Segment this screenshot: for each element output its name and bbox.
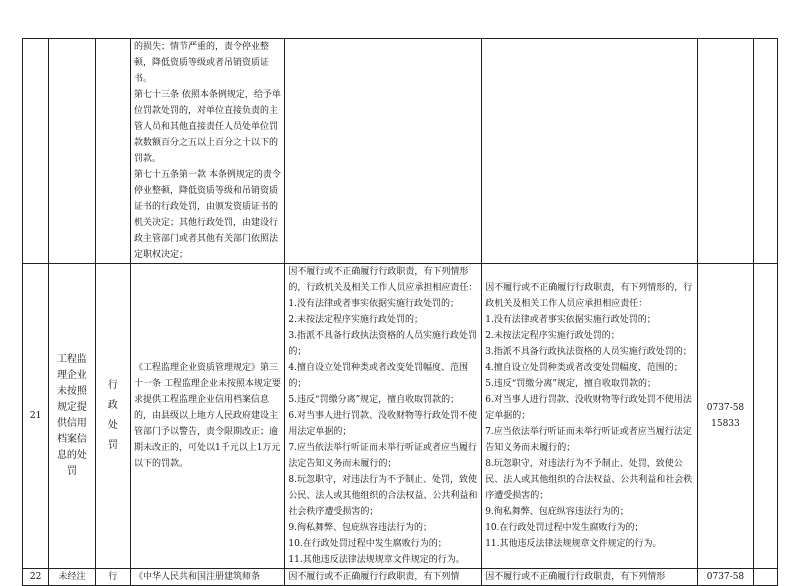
remark-cell (753, 39, 777, 264)
item-name-text: 工程监理企业未按照规定提供信用档案信息的处罚 (56, 354, 87, 477)
table-row (23, 264, 778, 569)
table-row (23, 39, 778, 264)
responsibility-cell (285, 39, 482, 264)
responsibility-line: 6.对当事人进行罚款、没收财物等行政处罚不使用法定单据的； (288, 411, 477, 437)
row-number-cell: 22 (23, 569, 49, 586)
responsibility-cell (285, 264, 482, 569)
responsibility-line: 10.在行政处罚过程中发生腐败行为的； (288, 539, 447, 549)
legal-basis-cell (130, 569, 284, 586)
accountability-line: 4.擅自设立处罚种类或者改变处罚幅度、范围的； (485, 363, 683, 373)
phone-cell: 0737-58 (698, 569, 754, 586)
responsibility-cell (285, 569, 482, 586)
table-row (23, 569, 778, 586)
responsibility-line: 8.玩忽职守，对违法行为不予制止、处罚，致使公民、法人或其他组织的合法权益、公共利益和社会秩序遭受损害的； (288, 475, 478, 517)
phone-cell (698, 39, 754, 264)
accountability-line: 6.对当事人进行罚款、没收财物等行政处罚不使用法定单据的； (485, 395, 692, 421)
accountability-line: 7.应当依法举行听证而未举行听证或者应当履行法定告知义务而未履行的； (485, 427, 692, 453)
legal-basis-cell (130, 264, 284, 569)
phone-number: 0737-5815833 (706, 403, 745, 429)
item-name-cell (49, 39, 95, 264)
accountability-cell (482, 264, 698, 569)
responsibility-line: 2.未按法定程序实施行政处罚的； (288, 315, 423, 325)
legal-basis-paragraph: 第七十五条第一款 本条例规定的责令停业整顿，降低资质等级和吊销资质证书的行政处罚，由颁发资质证书的机关决定；其他行政处罚，由建设行政主管部门或者其他有关部门依照法定职权决定； (133, 170, 281, 260)
responsibility-line: 因不履行或不正确履行行政职责，有下列情 (288, 572, 460, 582)
item-name-cell (49, 264, 95, 569)
responsibility-line: 因不履行或不正确履行行政职责，有下列情形的，行政机关及相关工作人员应承担相应责任： (288, 267, 478, 293)
responsibility-line: 3.指派不具备行政执法资格的人员实施行政处罚的； (288, 331, 477, 357)
remark-cell (753, 264, 777, 569)
accountability-line: 2.未按法定程序实施行政处罚的； (485, 331, 620, 341)
accountability-line: 3.指派不具备行政执法资格的人员实施行政处罚的； (485, 347, 692, 357)
accountability-line: 11.其他违反法律法规规章文件规定的行为。 (485, 539, 662, 549)
responsibility-line: 1.没有法律或者事实依据实施行政处罚的； (288, 299, 459, 309)
row-number-cell (23, 39, 49, 264)
accountability-line: 因不履行或不正确履行行政职责，有下列情形 (485, 572, 666, 582)
accountability-line: 9.徇私舞弊、包庇纵容违法行为的； (485, 507, 629, 517)
item-type-cell: 行 (95, 569, 130, 586)
responsibility-line: 9.徇私舞弊、包庇纵容违法行为的； (288, 523, 432, 533)
legal-basis-paragraph: 的损失；情节严重的，责令停业整顿，降低资质等级或者吊销资质证书。 (133, 42, 269, 84)
accountability-line: 1.没有法律或者事实依据实施行政处罚的； (485, 315, 656, 325)
row-number-cell: 21 (23, 264, 49, 569)
responsibility-table (22, 38, 778, 586)
responsibility-line: 4.擅自设立处罚种类或者改变处罚幅度、范围的； (288, 363, 468, 389)
legal-basis-paragraph: 《工程监理企业资质管理规定》第三十一条 工程监理企业未按照本规定要求提供工程监理企业信用档案信息的，由县级以上地方人民政府建设主管部门予以警告，责令限期改正；逾期未改正的，可处以1千元以上1万元以下的罚款。 (133, 363, 281, 469)
phone-cell (698, 264, 754, 569)
accountability-line: 10.在行政处罚过程中发生腐败行为的； (485, 523, 644, 533)
accountability-cell (482, 39, 698, 264)
accountability-cell (482, 569, 698, 586)
responsibility-line: 11.其他违反法律法规规章文件规定的行为。 (288, 555, 465, 565)
responsibility-line: 7.应当依法举行听证而未举行听证或者应当履行法定告知义务而未履行的； (288, 443, 477, 469)
accountability-line: 5.违反“罚缴分离”规定，擅自收取罚款的； (485, 379, 656, 389)
remark-cell (753, 569, 777, 586)
legal-basis-paragraph: 第七十三条 依照本条例规定，给予单位罚款处罚的，对单位直接负责的主管人员和其他直接责任人员处单位罚款数额百分之五以上百分之十以下的罚款。 (133, 90, 281, 164)
item-type-text: 行政处罚 (107, 380, 118, 451)
item-type-cell (95, 39, 130, 264)
item-name-cell: 未经注 (49, 569, 95, 586)
accountability-line: 因不履行或不正确履行行政职责，有下列情形的，行政机关及相关工作人员应承担相应责任： (485, 283, 693, 309)
item-type-cell (95, 264, 130, 569)
accountability-line: 8.玩忽职守，对违法行为不予制止、处罚，致使公民、法人或其他组织的合法权益、公共利益和社会秩序遭受损害的； (485, 459, 693, 501)
legal-basis-paragraph: 《中华人民共和国注册建筑师条 (133, 572, 260, 582)
legal-basis-cell (130, 39, 284, 264)
responsibility-line: 5.违反“罚缴分离”规定，擅自收取罚款的； (288, 395, 460, 405)
